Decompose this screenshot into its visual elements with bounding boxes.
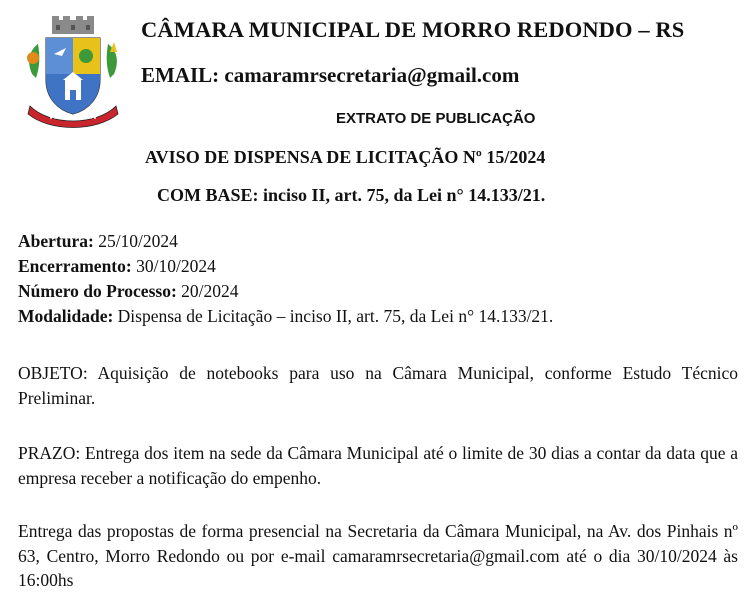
organization-name: CÂMARA MUNICIPAL DE MORRO REDONDO – RS [141,17,685,42]
publication-fields [18,229,738,329]
paragraph-objeto: OBJETO: Aquisição de notebooks para uso na Câmara Municipal, conforme Estudo Técnico Preliminar. [18,363,738,408]
email-label: EMAIL: [141,63,220,87]
field-value: 30/10/2024 [136,256,216,276]
legal-basis-label: COM BASE: [157,185,259,205]
document-heading-extrato: EXTRATO DE PUBLICAÇÃO [336,110,536,127]
paragraph-entrega: Entrega das propostas de forma presencial na Secretaria da Câmara Municipal, na Av. dos Pinhais nº 63, Centro, Morro Redondo ou por e-mail camaramrsecretaria@gmail.com até o dia 30/10/2024 às 16:00hs [18,521,738,590]
legal-basis-value: inciso II, art. 75, da Lei n° 14.133/21. [263,185,546,205]
field-numero-processo [18,279,738,304]
field-label: Abertura: [18,231,94,251]
email-address: camaramrsecretaria@gmail.com [224,63,520,87]
coat-of-arms-icon [20,14,126,132]
field-label: Encerramento: [18,256,132,276]
email-line [141,63,519,88]
legal-basis [157,185,545,206]
field-value: 25/10/2024 [98,231,178,251]
field-label: Modalidade: [18,306,114,326]
field-value: 20/2024 [181,281,239,301]
paragraph-prazo: PRAZO: Entrega dos item na sede da Câmara Municipal até o limite de 30 dias a contar da data que a empresa receber a notificação do empenho. [18,443,738,488]
field-abertura [18,229,738,254]
field-label: Número do Processo: [18,281,177,301]
field-value: Dispensa de Licitação – inciso II, art. 75, da Lei n° 14.133/21. [117,306,554,326]
field-modalidade [18,304,738,329]
field-encerramento [18,254,738,279]
document-title-aviso: AVISO DE DISPENSA DE LICITAÇÃO Nº 15/2024 [145,147,546,167]
